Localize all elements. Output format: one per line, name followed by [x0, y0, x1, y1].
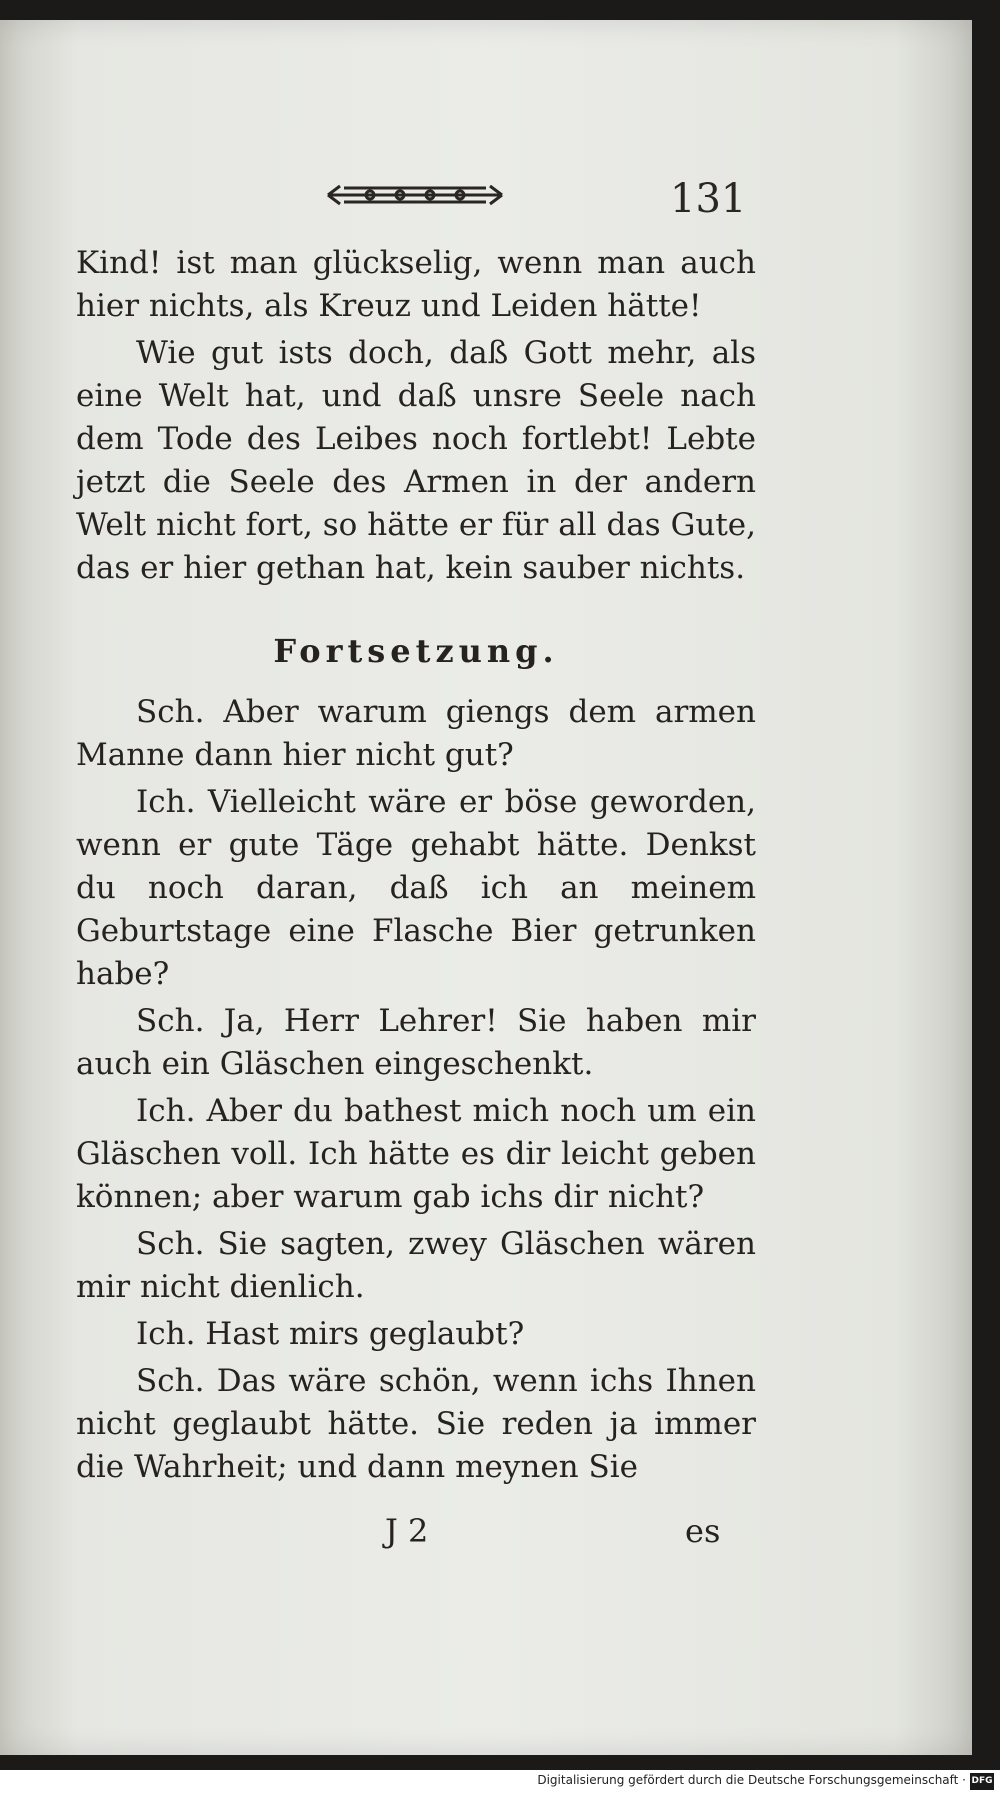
dialogue-paragraph: Ich. Vielleicht wäre er böse geworden, wenn er gute Täge gehabt hätte. Denkst du noch daran, daß ich an meinem Geburtstage eine Flasche Bier getrunken habe? [76, 784, 756, 992]
dialogue-paragraph: Sch. Sie sagten, zwey Gläschen wären mir nicht dienlich. [76, 1226, 756, 1305]
page-footer [0, 1512, 972, 1552]
book-page [0, 20, 972, 1755]
section-heading: Fortsetzung. [273, 632, 559, 670]
catchword: es [685, 1512, 721, 1550]
credit-bar [0, 1770, 1000, 1795]
page-body [76, 242, 756, 1489]
dfg-logo-icon: DFG [970, 1773, 994, 1790]
page-number: 131 [670, 176, 747, 222]
dialogue-paragraph: Ich. Hast mirs geglaubt? [136, 1316, 525, 1352]
running-header [0, 170, 972, 220]
dialogue-paragraph: Ich. Aber du bathest mich noch um ein Gläschen voll. Ich hätte es dir leicht geben können; aber warum gab ichs dir nicht? [76, 1093, 756, 1215]
dialogue-paragraph: Sch. Das wäre schön, wenn ichs Ihnen nicht geglaubt hätte. Sie reden ja immer die Wahrheit; und dann meynen Sie [76, 1363, 756, 1485]
dialogue-paragraph: Sch. Ja, Herr Lehrer! Sie haben mir auch ein Gläschen eingeschenkt. [76, 1003, 756, 1082]
paragraph: Wie gut ists doch, daß Gott mehr, als eine Welt hat, und daß unsre Seele nach dem Tode des Leibes noch fortlebt! Lebte jetzt die Seele des Armen in der andern Welt nicht fort, so hätte er für all das Gute, das er hier gethan hat, kein sauber nichts. [76, 335, 756, 586]
digitization-credit: Digitalisierung gefördert durch die Deutsche Forschungsgemeinschaft · [537, 1773, 966, 1787]
signature-mark: J 2 [385, 1512, 429, 1550]
header-ornament [320, 178, 510, 212]
paragraph: Kind! ist man glückselig, wenn man auch hier nichts, als Kreuz und Leiden hätte! [76, 245, 756, 324]
dialogue-paragraph: Sch. Aber warum giengs dem armen Manne dann hier nicht gut? [76, 694, 756, 773]
